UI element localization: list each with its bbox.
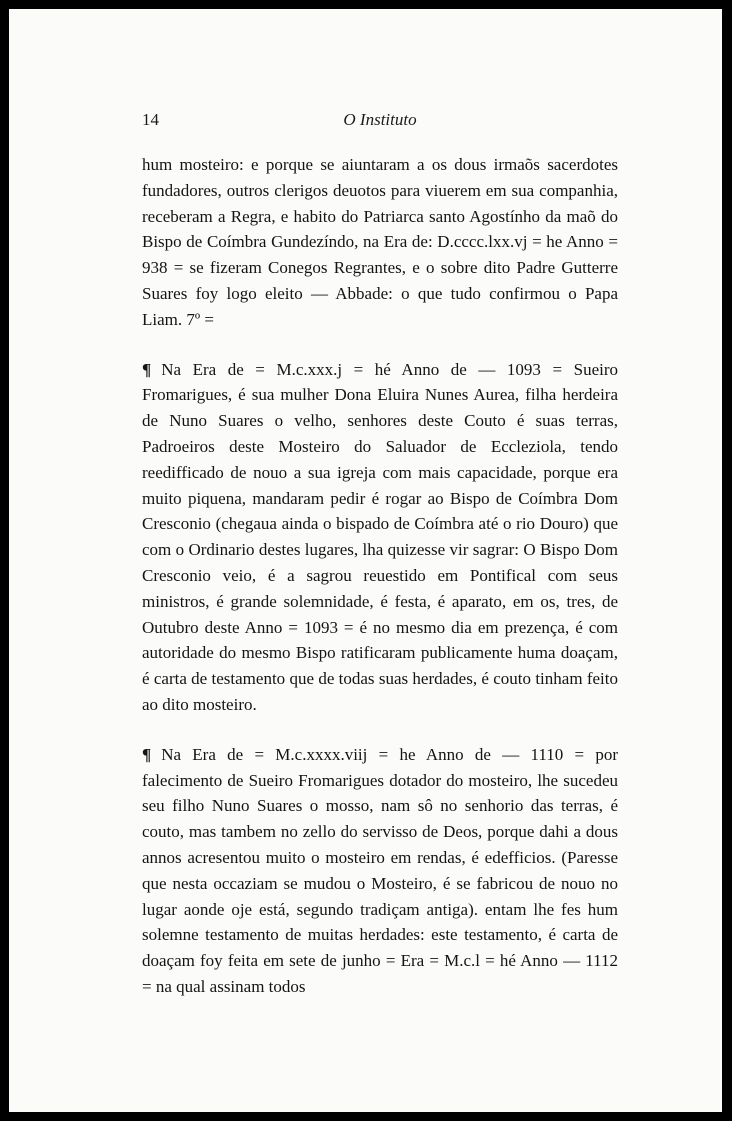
paragraph-text: Na Era de = M.c.xxxx.viij = he Anno de — 1110 = por falecimento de Sueiro Fromarigues dotador do mosteiro, lhe sucedeu seu filho Nuno Suares o mosso, nam sô no senhorio das terras, é couto, mas tambem no zello do servisso de Deos, porque dahi a dous annos acresentou muito o mosteiro em rendas, é edefficios. (Paresse que nesta occaziam se mudou o Mosteiro, é se fabricou de nouo no lugar aonde oje está, segundo tradiçam antiga). entam lhe fes hum solemne testamento de muitas herdades: este testamento, é carta de doaçam foy feita em sete de junho = Era = M.c.l = hé Anno — 1112 = na qual assinam todos <box>142 744 618 996</box>
page-number: 14 <box>142 110 159 129</box>
paragraph <box>142 152 618 333</box>
paragraph-text: Na Era de = M.c.xxx.j = hé Anno de — 1093 = Sueiro Fromarigues, é sua mulher Dona Eluira Nunes Aurea, filha herdeira de Nuno Suares o velho, senhores deste Couto é suas terras, Padroeiros deste Mosteiro do Saluador de Eccleziola, tendo reedifficado de nouo a sua igreja com mais capacidade, porque era muito piquena, mandaram pedir é rogar ao Bispo de Coímbra Dom Cresconio (chegaua ainda o bispado de Coímbra até o rio Douro) que com o Ordinario destes lugares, lha quizesse vir sagrar: O Bispo Dom Cresconio veio, é a sagrou reuestido em Pontifical com seus ministros, é grande solemnidade, é festa, é aparato, em os, tres, de Outubro deste Anno = 1093 = é no mesmo dia em prezença, é com autoridade do mesmo Bispo ratificaram publicamente huma doaçam, é carta de testamento que de todas suas herdades, é couto tinham feito ao dito mosteiro. <box>142 359 618 714</box>
paragraph-text: hum mosteiro: e porque se aiuntaram a os dous irmaõs sacerdotes fundadores, outros clerigos deuotos para viuerem em sua companhia, receberam a Regra, e habito do Patriarca santo Agostínho da maõ do Bispo de Coímbra Gundezíndo, na Era de: D.cccc.lxx.vj = he Anno = 938 = se fizeram Conegos Regrantes, e o sobre dito Padre Gutterre Suares foy logo eleito — Abbade: o que tudo confirmou o Papa Liam. 7º = <box>142 155 618 329</box>
pilcrow-icon: ¶ <box>142 744 152 764</box>
paragraph <box>142 357 618 718</box>
body-text <box>142 152 618 1000</box>
paragraph <box>142 742 618 1000</box>
book-page <box>9 9 722 1112</box>
running-title: O Instituto <box>343 110 417 129</box>
pilcrow-icon: ¶ <box>142 359 152 379</box>
